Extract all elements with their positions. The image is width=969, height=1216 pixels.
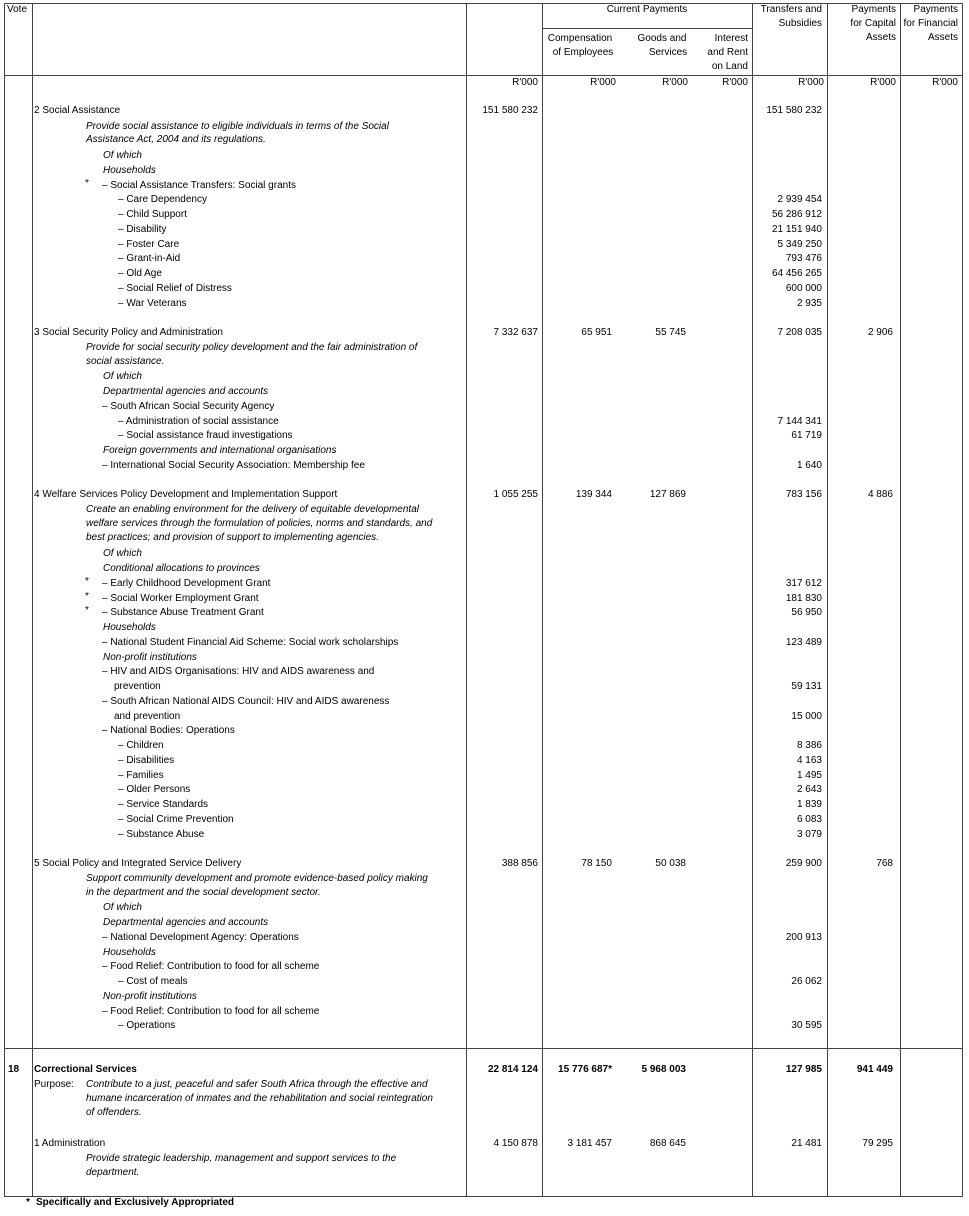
cell-capital: 79 295 [862, 1138, 893, 1149]
row-label: – National Bodies: Operations [102, 725, 235, 736]
cell-transfers: 56 950 [791, 607, 822, 618]
cell-transfers: 4 163 [796, 755, 822, 766]
cell-transfers: 21 481 [791, 1138, 822, 1149]
cell-total: 22 814 124 [487, 1064, 538, 1075]
cell-capital: 941 449 [856, 1064, 893, 1075]
row-label: 2 Social Assistance [34, 105, 121, 116]
cell-transfers: 21 151 940 [771, 224, 822, 235]
row-label: – Social Relief of Distress [118, 283, 232, 294]
cell-transfers: 59 131 [791, 681, 822, 692]
cell-transfers: 127 985 [785, 1064, 822, 1075]
footnote-star: * [26, 1197, 30, 1208]
current-payments-underline [542, 28, 752, 29]
column-divider [827, 3, 828, 1196]
row-label: Households [103, 622, 156, 633]
table-border-right [962, 3, 963, 1196]
cell-transfers: 8 386 [796, 740, 822, 751]
cell-transfers: 30 595 [791, 1020, 822, 1031]
column-divider [900, 3, 901, 1196]
row-label: 5 Social Policy and Integrated Service Delivery [34, 858, 242, 869]
row-label: Conditional allocations to provinces [103, 563, 260, 574]
row-label: – Families [118, 770, 164, 781]
unit-label: R'000 [798, 77, 824, 88]
row-label: Households [103, 165, 156, 176]
cell-transfers: 783 156 [785, 489, 822, 500]
row-label: social assistance. [86, 356, 165, 367]
row-label: Purpose: [34, 1079, 75, 1090]
header-capital-line3: Assets [865, 32, 896, 43]
row-label: 4 Welfare Services Policy Development and Implementation Support [34, 489, 338, 500]
row-label: humane incarceration of inmates and the rehabilitation and social reintegration [86, 1093, 433, 1104]
cell-transfers: 600 000 [785, 283, 822, 294]
unit-label: R'000 [932, 77, 958, 88]
cell-transfers: 181 830 [785, 593, 822, 604]
row-label: Non-profit institutions [103, 991, 197, 1002]
table-border-left [4, 3, 5, 1196]
row-label: – Food Relief: Contribution to food for all scheme [102, 1006, 320, 1017]
cell-transfers: 1 640 [796, 460, 822, 471]
cell-total: 4 150 878 [493, 1138, 538, 1149]
row-label: Departmental agencies and accounts [103, 917, 269, 928]
cell-comp: 78 150 [581, 858, 612, 869]
appropriation-star: * [85, 591, 89, 602]
row-label: Non-profit institutions [103, 652, 197, 663]
row-label: – Grant-in-Aid [118, 253, 181, 264]
row-label: – South African Social Security Agency [102, 401, 275, 412]
header-vote: Vote [7, 4, 28, 15]
row-label: – Early Childhood Development Grant [102, 578, 271, 589]
row-label: Correctional Services [34, 1064, 137, 1075]
appropriation-star: * [85, 576, 89, 587]
row-label: Of which [103, 902, 142, 913]
row-label: – Older Persons [118, 784, 191, 795]
row-label: Assistance Act, 2004 and its regulations. [86, 134, 266, 145]
row-label: – International Social Security Association: Membership fee [102, 460, 365, 471]
cell-transfers: 151 580 232 [766, 105, 822, 116]
footnote-text: Specifically and Exclusively Appropriated [36, 1197, 235, 1208]
row-label: department. [86, 1167, 140, 1178]
cell-comp: 139 344 [575, 489, 612, 500]
header-interest-line2: and Rent [707, 47, 748, 58]
row-label: – Disability [118, 224, 167, 235]
row-label: Of which [103, 150, 142, 161]
row-label: – Old Age [118, 268, 162, 279]
row-label: Contribute to a just, peaceful and safer South Africa through the effective and [86, 1079, 428, 1090]
row-label: welfare services through the formulation of policies, norms and standards, and [86, 518, 433, 529]
cell-comp: 3 181 457 [567, 1138, 612, 1149]
header-financial-line2: for Financial [903, 18, 958, 29]
header-current-payments: Current Payments [606, 4, 688, 15]
row-label: Provide strategic leadership, management and support services to the [86, 1153, 397, 1164]
header-transfers-line1: Transfers and [760, 4, 822, 15]
row-label: – National Development Agency: Operations [102, 932, 299, 943]
row-label: Create an enabling environment for the delivery of equitable developmental [86, 504, 419, 515]
row-label: Foreign governments and international organisations [103, 445, 337, 456]
header-financial-line3: Assets [927, 32, 958, 43]
cell-capital: 4 886 [867, 489, 893, 500]
header-interest-line3: on Land [711, 61, 748, 72]
cell-capital: 768 [876, 858, 893, 869]
unit-label: R'000 [870, 77, 896, 88]
header-compensation-line1: Compensation [547, 33, 613, 44]
cell-transfers: 3 079 [796, 829, 822, 840]
row-label: and prevention [114, 711, 181, 722]
cell-transfers: 793 476 [785, 253, 822, 264]
header-interest-line1: Interest [714, 33, 748, 44]
unit-label: R'000 [662, 77, 688, 88]
header-financial-line1: Payments [913, 4, 958, 15]
cell-transfers: 26 062 [791, 976, 822, 987]
column-divider [466, 3, 467, 1196]
row-label: best practices; and provision of support to implementing agencies. [86, 532, 379, 543]
row-label: Provide for social security policy development and the fair administration of [86, 342, 418, 353]
row-label: 1 Administration [34, 1138, 106, 1149]
row-label: – Cost of meals [118, 976, 188, 987]
cell-goods: 50 038 [655, 858, 686, 869]
header-bottom-line [4, 75, 963, 76]
cell-goods: 127 869 [649, 489, 686, 500]
row-label: – Social Worker Employment Grant [102, 593, 259, 604]
row-label: – Social assistance fraud investigations [118, 430, 293, 441]
unit-label: R'000 [590, 77, 616, 88]
cell-transfers: 1 495 [796, 770, 822, 781]
header-capital-line1: Payments [851, 4, 896, 15]
row-label: Support community development and promote evidence-based policy making [86, 873, 428, 884]
cell-transfers: 2 935 [796, 298, 822, 309]
cell-transfers: 61 719 [791, 430, 822, 441]
cell-transfers: 259 900 [785, 858, 822, 869]
cell-total: 151 580 232 [482, 105, 538, 116]
row-label: – Food Relief: Contribution to food for all scheme [102, 961, 320, 972]
header-transfers-line2: Subsidies [778, 18, 822, 29]
cell-transfers: 2 939 454 [777, 194, 822, 205]
cell-transfers: 200 913 [785, 932, 822, 943]
header-goods-line2: Services [648, 47, 688, 58]
cell-transfers: 7 208 035 [777, 327, 822, 338]
cell-transfers: 5 349 250 [777, 239, 822, 250]
row-label: – Social Crime Prevention [118, 814, 234, 825]
row-label: – Substance Abuse [118, 829, 205, 840]
row-label: – Children [118, 740, 164, 751]
cell-goods: 868 645 [649, 1138, 686, 1149]
cell-transfers: 1 839 [796, 799, 822, 810]
row-label: Provide social assistance to eligible individuals in terms of the Social [86, 121, 389, 132]
header-capital-line2: for Capital [850, 18, 896, 29]
section-divider [4, 1048, 963, 1049]
cell-capital: 2 906 [867, 327, 893, 338]
cell-transfers: 15 000 [791, 711, 822, 722]
row-label: Departmental agencies and accounts [103, 386, 269, 397]
column-divider [542, 3, 543, 1196]
row-label: prevention [114, 681, 161, 692]
row-label: – HIV and AIDS Organisations: HIV and AIDS awareness and [102, 666, 375, 677]
cell-transfers: 64 456 265 [771, 268, 822, 279]
cell-total: 388 856 [501, 858, 538, 869]
cell-total: 7 332 637 [493, 327, 538, 338]
cell-transfers: 317 612 [785, 578, 822, 589]
cell-goods: 55 745 [655, 327, 686, 338]
cell-comp: 15 776 687* [558, 1064, 612, 1075]
row-label: – Administration of social assistance [118, 416, 279, 427]
row-label: – Care Dependency [118, 194, 207, 205]
row-label: – Child Support [118, 209, 187, 220]
header-compensation-line2: of Employees [552, 47, 614, 58]
appropriation-star: * [85, 605, 89, 616]
unit-label: R'000 [512, 77, 538, 88]
row-label: in the department and the social development sector. [86, 887, 321, 898]
row-label: of offenders. [86, 1107, 142, 1118]
cell-goods: 5 968 003 [641, 1064, 686, 1075]
row-label: – Social Assistance Transfers: Social grants [102, 180, 296, 191]
row-label: Households [103, 947, 156, 958]
cell-transfers: 56 286 912 [771, 209, 822, 220]
vote-number: 18 [8, 1064, 20, 1075]
cell-transfers: 6 083 [796, 814, 822, 825]
row-label: – Operations [118, 1020, 176, 1031]
row-label: Of which [103, 371, 142, 382]
appropriation-star: * [85, 178, 89, 189]
header-goods-line1: Goods and [637, 33, 687, 44]
row-label: 3 Social Security Policy and Administration [34, 327, 223, 338]
row-label: – Substance Abuse Treatment Grant [102, 607, 264, 618]
row-label: – Disabilities [118, 755, 175, 766]
cell-transfers: 7 144 341 [777, 416, 822, 427]
column-divider [32, 3, 33, 1196]
row-label: – War Veterans [118, 298, 187, 309]
row-label: – South African National AIDS Council: HIV and AIDS awareness [102, 696, 390, 707]
row-label: Of which [103, 548, 142, 559]
row-label: – Foster Care [118, 239, 180, 250]
row-label: – National Student Financial Aid Scheme: Social work scholarships [102, 637, 399, 648]
cell-transfers: 2 643 [796, 784, 822, 795]
cell-total: 1 055 255 [493, 489, 538, 500]
cell-comp: 65 951 [581, 327, 612, 338]
row-label: – Service Standards [118, 799, 209, 810]
cell-transfers: 123 489 [785, 637, 822, 648]
unit-label: R'000 [722, 77, 748, 88]
